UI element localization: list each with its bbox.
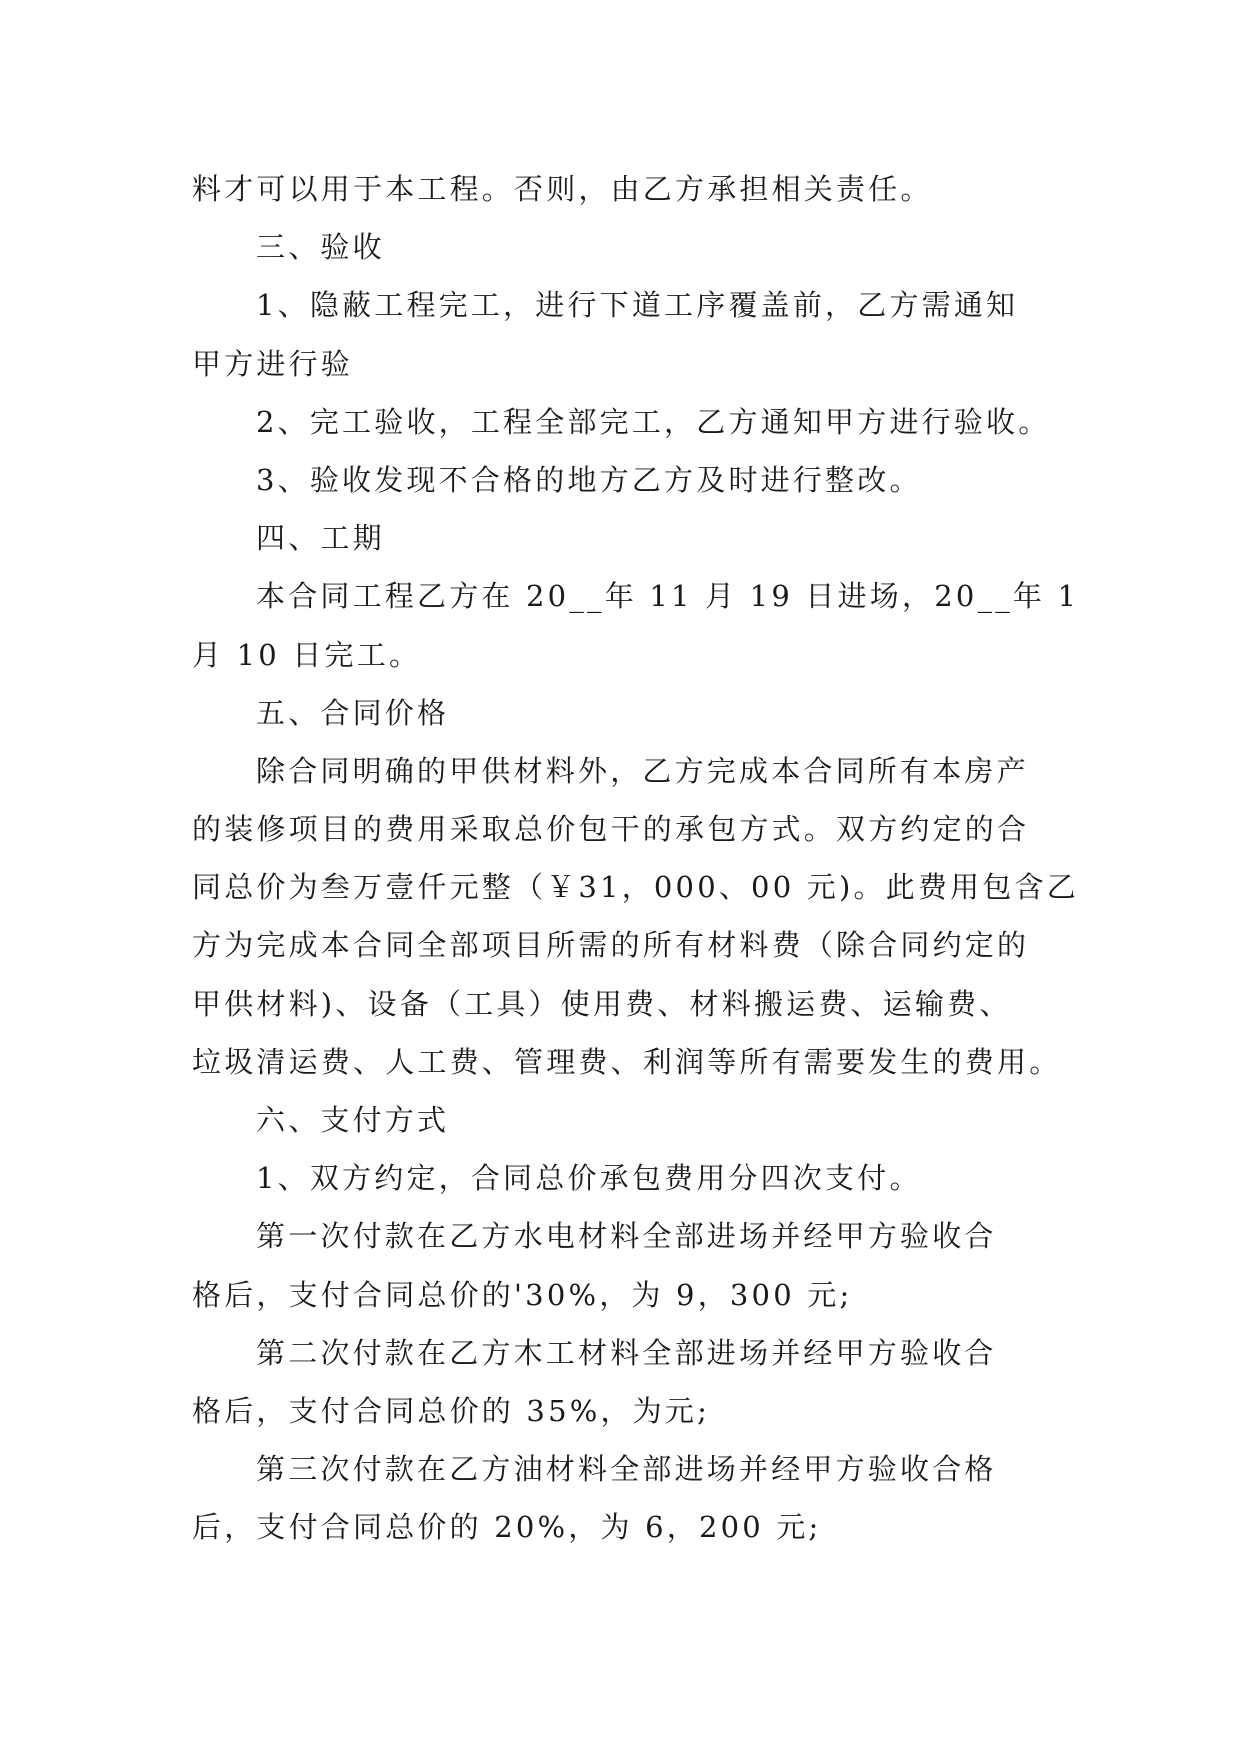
text-line: 2、完工验收，工程全部完工，乙方通知甲方进行验收。 (256, 404, 1051, 439)
text-line: 甲供材料)、设备（工具）使用费、材料搬运费、运输费、 (192, 986, 1012, 1021)
text-line: 格后，支付合同总价的'30%，为 9，300 元; (192, 1277, 853, 1312)
document-page (192, 160, 1080, 1557)
text-line: 月 10 日完工。 (192, 637, 422, 672)
text-line: 料才可以用于本工程。否则，由乙方承担相关责任。 (192, 172, 933, 206)
text-line: 的装修项目的费用采取总价包干的承包方式。双方约定的合 (192, 812, 1030, 847)
section-heading: 四、工期 (256, 521, 385, 556)
text-line: 本合同工程乙方在 20__年 11 月 19 日进场，20__年 1 (256, 579, 1080, 614)
section-heading: 三、验收 (256, 230, 385, 265)
text-line: 方为完成本合同全部项目所需的所有材料费（除合同约定的 (192, 928, 1030, 963)
text-line: 第一次付款在乙方水电材料全部进场并经甲方验收合 (256, 1219, 997, 1254)
text-line: 格后，支付合同总价的 35%，为元; (192, 1393, 711, 1428)
text-line: 第三次付款在乙方油材料全部进场并经甲方验收合格 (256, 1452, 997, 1487)
text-line: 3、验收发现不合格的地方乙方及时进行整改。 (256, 462, 922, 497)
section-heading: 六、支付方式 (256, 1103, 450, 1137)
text-line: 甲方进行验 (192, 346, 354, 381)
text-line: 后，支付合同总价的 20%，为 6，200 元; (192, 1510, 822, 1545)
text-line: 垃圾清运费、人工费、管理费、利润等所有需要发生的费用。 (192, 1044, 1062, 1079)
text-line: 1、隐蔽工程完工，进行下道工序覆盖前，乙方需通知 (256, 288, 1019, 323)
section-heading: 五、合同价格 (256, 695, 450, 730)
text-line: 第二次付款在乙方木工材料全部进场并经甲方验收合 (256, 1335, 997, 1370)
text-line: 除合同明确的甲供材料外，乙方完成本合同所有本房产 (256, 753, 1029, 788)
text-line: 1、双方约定，合同总价承包费用分四次支付。 (256, 1161, 922, 1196)
text-line: 同总价为叁万壹仟元整（￥31，000、00 元)。此费用包含乙 (192, 870, 1079, 905)
